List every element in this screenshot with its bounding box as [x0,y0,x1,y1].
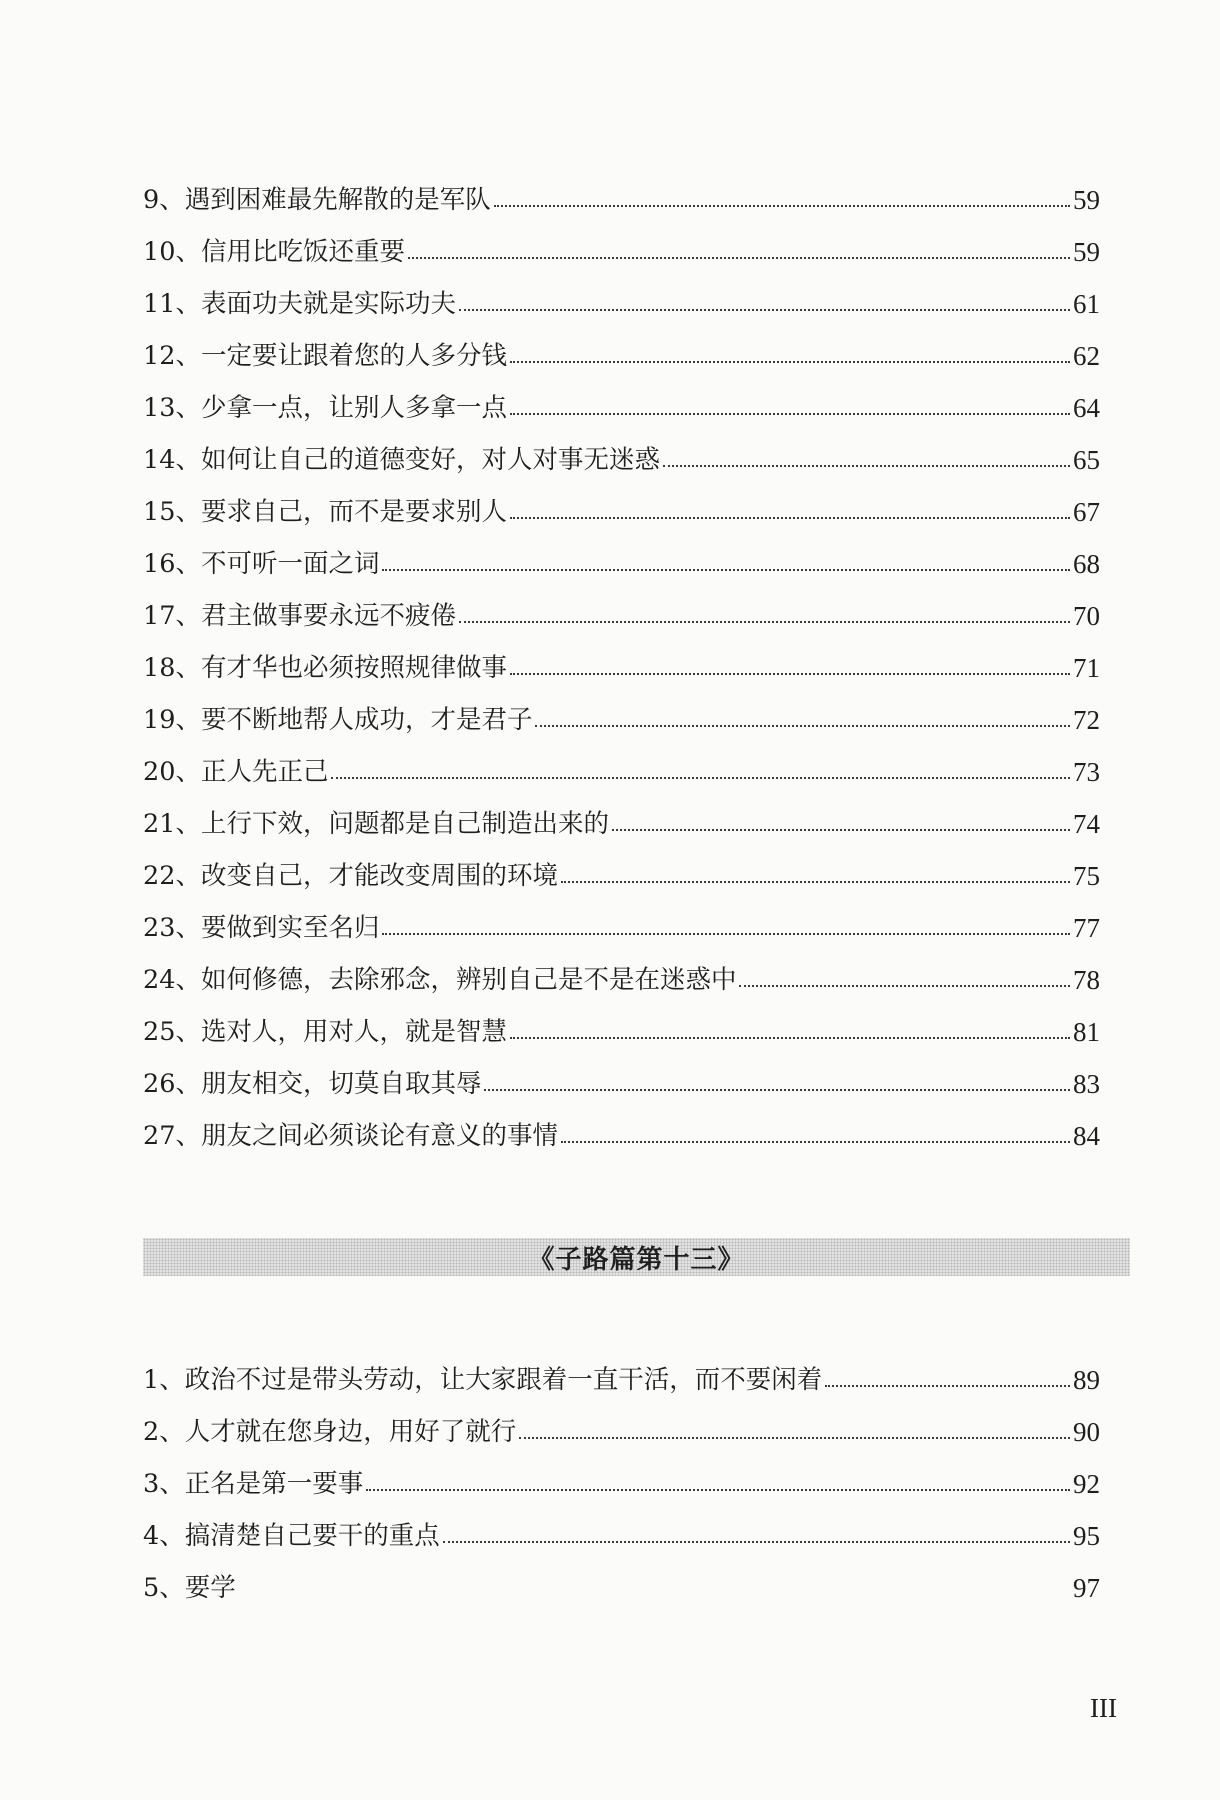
toc-entry[interactable] [143,1344,1100,1396]
leader-dots [239,1593,1070,1595]
toc-entry-page: 61 [1073,289,1100,319]
toc-entry-title: 4、搞清楚自己要干的重点 [143,1521,440,1551]
toc-entry-title: 13、少拿一点，让别人多拿一点 [143,393,507,423]
leader-dots [484,1089,1070,1091]
toc-entry-title: 16、不可听一面之词 [143,549,380,579]
toc-entry-page: 83 [1073,1069,1100,1099]
toc-entry[interactable] [143,476,1100,528]
toc-entry[interactable] [143,996,1100,1048]
leader-dots [510,517,1070,519]
page-number: III [1090,1693,1117,1723]
leader-dots [494,205,1070,207]
toc-entry[interactable] [143,944,1100,996]
toc-entry[interactable] [143,1048,1100,1100]
toc-entry-title: 15、要求自己，而不是要求别人 [143,497,507,527]
toc-entry-title: 18、有才华也必须按照规律做事 [143,653,507,683]
leader-dots [739,985,1070,987]
toc-entry-page: 65 [1073,445,1100,475]
toc-entry[interactable] [143,528,1100,580]
section-title: 《子路篇第十三》 [528,1244,745,1275]
toc-entry[interactable] [143,632,1100,684]
toc-entry-page: 84 [1073,1121,1100,1151]
leader-dots [663,465,1070,467]
toc-entry-title: 26、朋友相交，切莫自取其辱 [143,1069,482,1099]
toc-entry[interactable] [143,788,1100,840]
toc-entry[interactable] [143,424,1100,476]
toc-entry-page: 71 [1073,653,1100,683]
leader-dots [510,673,1070,675]
toc-entry-page: 72 [1073,705,1100,735]
leader-dots [459,621,1070,623]
toc-entry-page: 62 [1073,341,1100,371]
toc-entry-title: 22、改变自己，才能改变周围的环境 [143,861,558,891]
toc-entry[interactable] [143,1396,1100,1448]
leader-dots [382,569,1070,571]
leader-dots [612,829,1070,831]
leader-dots [510,361,1070,363]
leader-dots [408,257,1070,259]
toc-entry-title: 25、选对人，用对人，就是智慧 [143,1017,507,1047]
toc-entry-title: 17、君主做事要永远不疲倦 [143,601,456,631]
toc-entry-page: 75 [1073,861,1100,891]
toc-entry-title: 2、人才就在您身边，用好了就行 [143,1417,517,1447]
toc-entry[interactable] [143,1448,1100,1500]
toc-entry-title: 24、如何修德，去除邪念，辨别自己是不是在迷惑中 [143,965,737,995]
toc-entry-page: 67 [1073,497,1100,527]
toc-entry-title: 14、如何让自己的道德变好，对人对事无迷惑 [143,445,660,475]
toc-entry-page: 81 [1073,1017,1100,1047]
toc-entry[interactable] [143,1100,1100,1152]
toc-entry-title: 1、政治不过是带头劳动，让大家跟着一直干活，而不要闲着 [143,1365,823,1395]
toc-entry-title: 20、正人先正己 [143,757,329,787]
toc-entry-page: 92 [1073,1469,1100,1499]
toc-entry-page: 59 [1073,237,1100,267]
toc-list-zilu [143,1344,1100,1604]
toc-entry[interactable] [143,164,1100,216]
leader-dots [535,725,1070,727]
toc-entry-title: 27、朋友之间必须谈论有意义的事情 [143,1121,558,1151]
toc-entry-title: 23、要做到实至名归 [143,913,380,943]
leader-dots [366,1489,1070,1491]
toc-entry-page: 74 [1073,809,1100,839]
toc-entry-page: 70 [1073,601,1100,631]
leader-dots [825,1385,1070,1387]
leader-dots [561,1141,1070,1143]
leader-dots [519,1437,1070,1439]
toc-entry[interactable] [143,320,1100,372]
toc-list-continued [143,164,1100,1152]
toc-entry[interactable] [143,216,1100,268]
toc-entry-page: 59 [1073,185,1100,215]
toc-entry-page: 95 [1073,1521,1100,1551]
toc-entry-page: 64 [1073,393,1100,423]
toc-entry-title: 9、遇到困难最先解散的是军队 [143,185,491,215]
toc-entry[interactable] [143,1500,1100,1552]
toc-entry[interactable] [143,892,1100,944]
toc-entry-title: 5、要学 [143,1573,236,1603]
leader-dots [510,1037,1070,1039]
toc-entry-page: 89 [1073,1365,1100,1395]
toc-entry-title: 21、上行下效，问题都是自己制造出来的 [143,809,609,839]
toc-entry[interactable] [143,736,1100,788]
toc-entry-title: 12、一定要让跟着您的人多分钱 [143,341,507,371]
toc-entry-page: 73 [1073,757,1100,787]
toc-entry[interactable] [143,840,1100,892]
leader-dots [510,413,1070,415]
toc-entry[interactable] [143,268,1100,320]
toc-entry-page: 77 [1073,913,1100,943]
toc-entry[interactable] [143,684,1100,736]
toc-entry[interactable] [143,580,1100,632]
leader-dots [331,777,1070,779]
toc-entry-page: 90 [1073,1417,1100,1447]
toc-entry-page: 97 [1073,1573,1100,1603]
toc-entry[interactable] [143,1552,1100,1604]
toc-entry[interactable] [143,372,1100,424]
leader-dots [459,309,1070,311]
toc-entry-title: 19、要不断地帮人成功，才是君子 [143,705,533,735]
leader-dots [443,1541,1070,1543]
toc-entry-title: 3、正名是第一要事 [143,1469,364,1499]
toc-entry-page: 78 [1073,965,1100,995]
toc-entry-title: 10、信用比吃饭还重要 [143,237,405,267]
leader-dots [561,881,1070,883]
toc-entry-page: 68 [1073,549,1100,579]
leader-dots [382,933,1070,935]
toc-entry-title: 11、表面功夫就是实际功夫 [143,289,456,319]
section-header [143,1238,1130,1276]
